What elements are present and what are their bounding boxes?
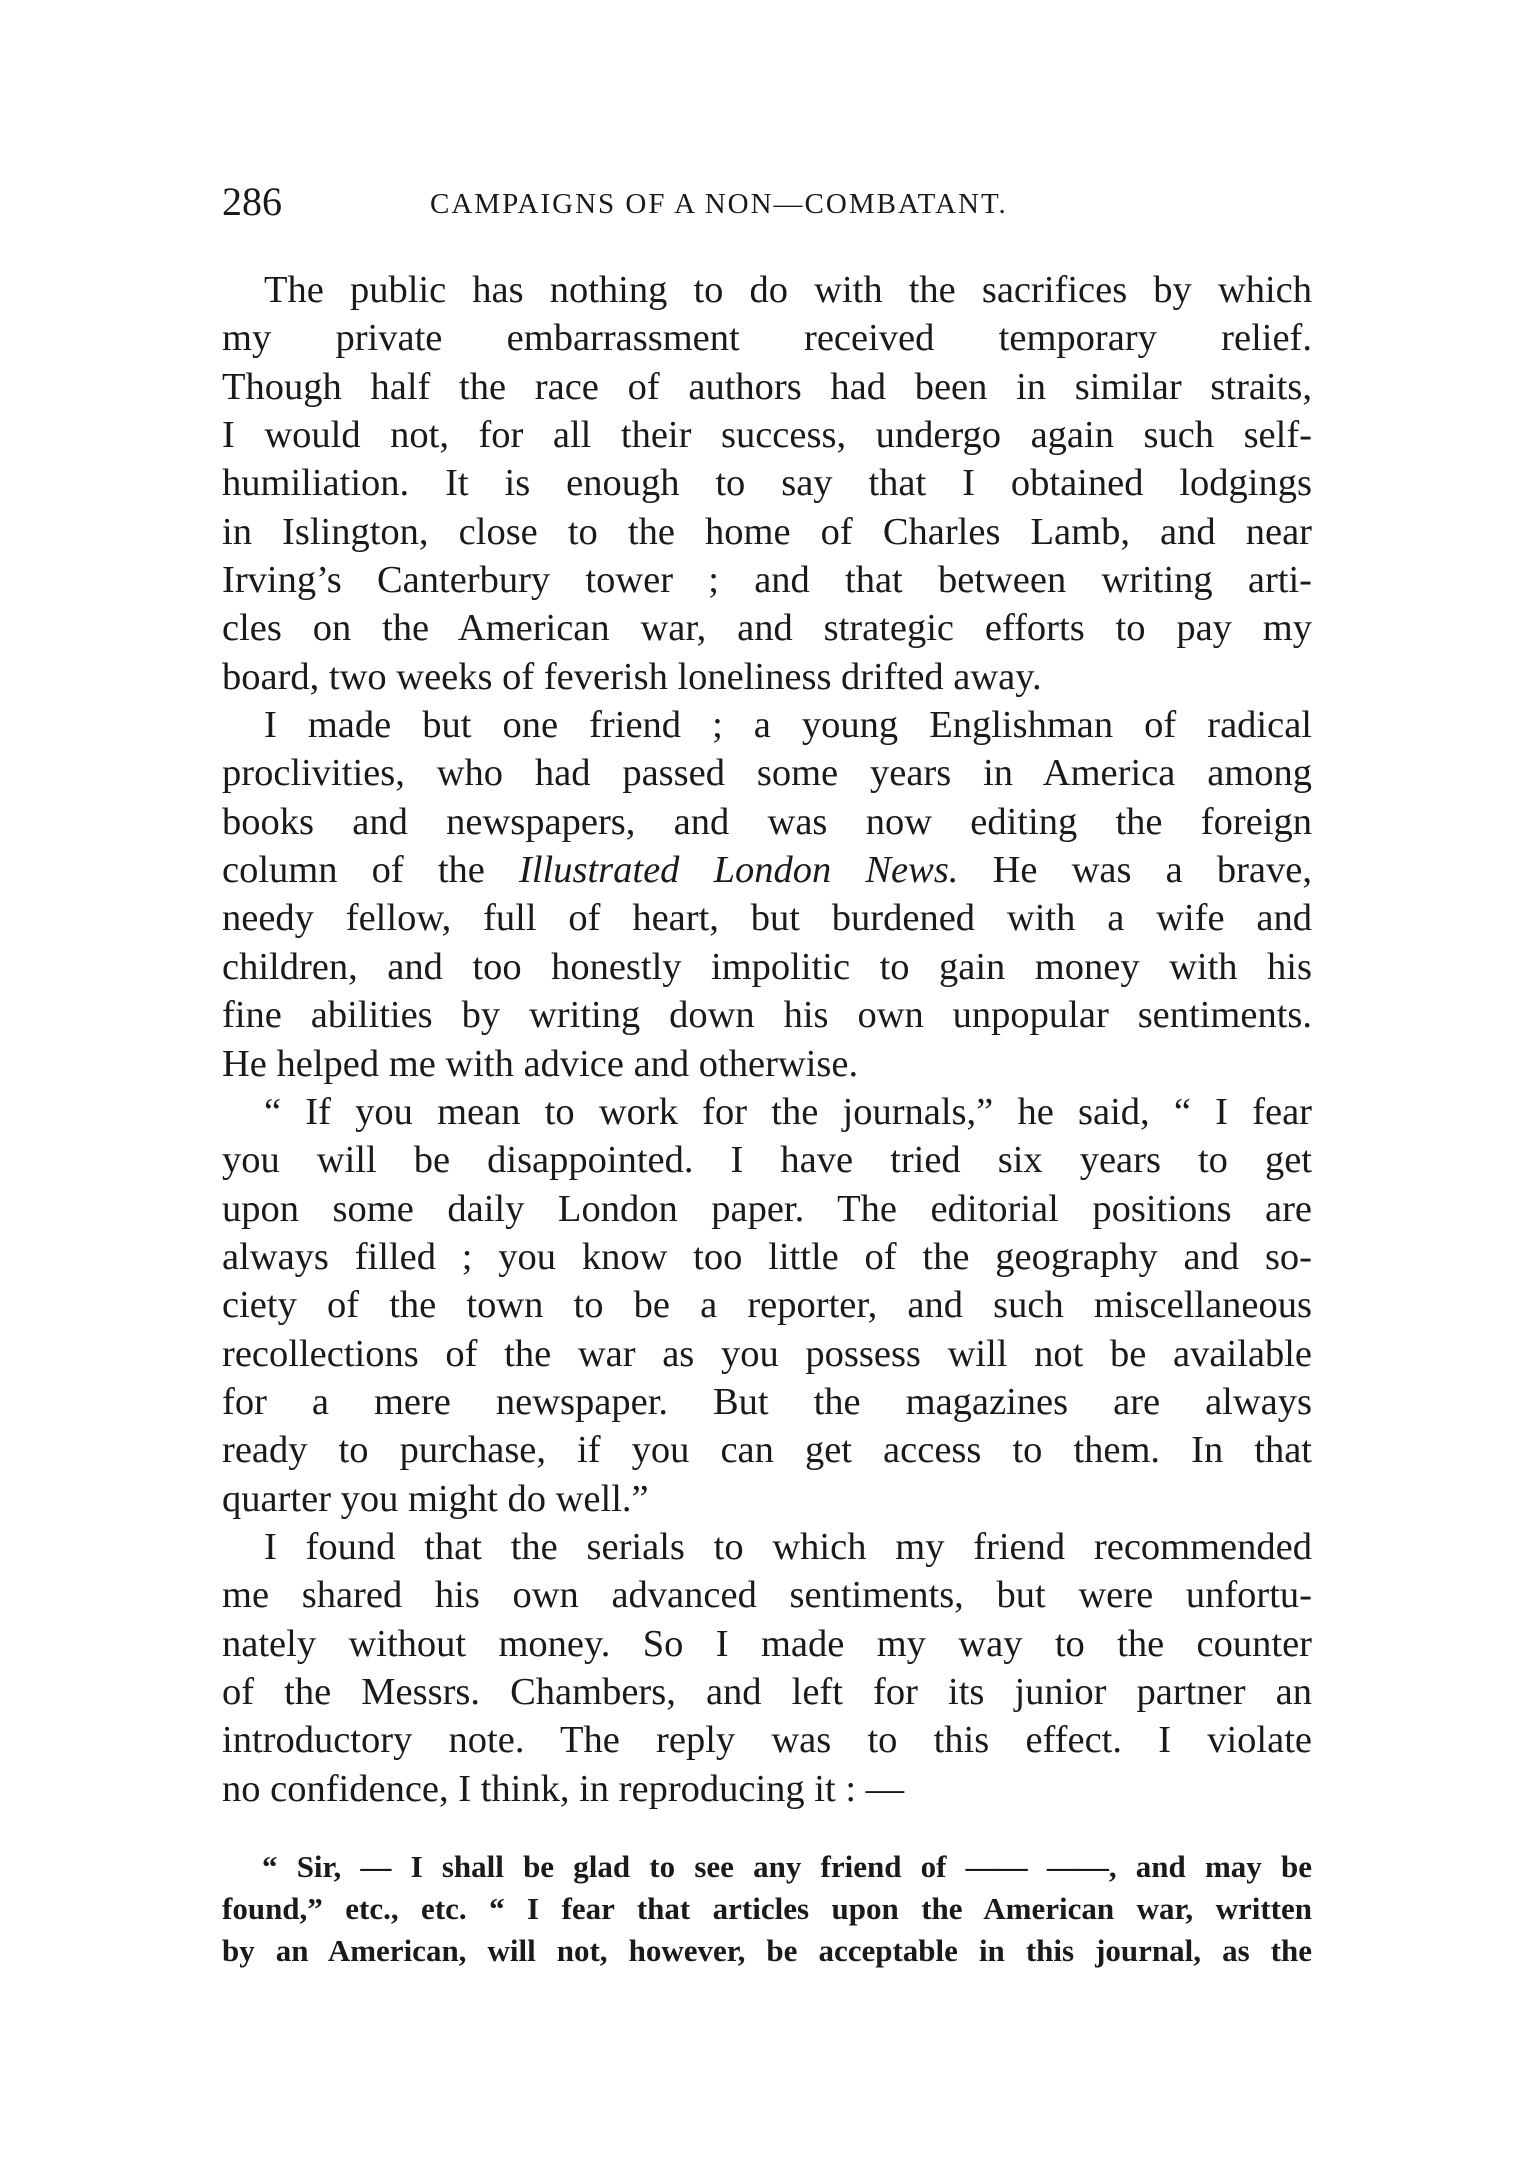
text-line: books and newspapers, and was now editing the foreign <box>222 800 1312 843</box>
footnote-line: by an American, will not, however, be acceptable in this journal, as the <box>222 1933 1312 1968</box>
paragraph-1 <box>222 266 1312 701</box>
text-line: “ If you mean to work for the journals,” he said, “ I fear <box>264 1090 1312 1133</box>
italic-journal-title: Illustrated London News. <box>519 849 959 892</box>
body-text <box>222 266 1312 1813</box>
text-line: of the Messrs. Chambers, and left for its junior partner an <box>222 1670 1312 1713</box>
text-line: proclivities, who had passed some years in America among <box>222 752 1312 795</box>
text-line: you will be disappointed. I have tried six years to get <box>222 1139 1312 1182</box>
text-line: nately without money. So I made my way to the counter <box>222 1622 1312 1665</box>
text-line: always filled ; you know too little of the geography and so- <box>222 1235 1312 1278</box>
text-line: cles on the American war, and strategic efforts to pay my <box>222 607 1312 650</box>
text-line: humiliation. It is enough to say that I obtained lodgings <box>222 462 1312 505</box>
running-title: CAMPAIGNS OF A NON—COMBATANT. <box>430 188 1008 220</box>
text-line: upon some daily London paper. The editorial positions are <box>222 1187 1312 1230</box>
text-line: needy fellow, full of heart, but burdened with a wife and <box>222 897 1312 940</box>
text-line: quarter you might do well.” <box>222 1477 649 1520</box>
text-line: I would not, for all their success, undergo again such self- <box>222 414 1312 457</box>
text-line <box>222 846 1312 894</box>
page-number: 286 <box>222 179 282 224</box>
text-line: The public has nothing to do with the sacrifices by which <box>264 269 1312 311</box>
text-line: recollections of the war as you possess will not be available <box>222 1332 1312 1375</box>
text-line: introductory note. The reply was to this effect. I violate <box>222 1719 1312 1762</box>
footnote-line: found,” etc., etc. “ I fear that articles upon the American war, written <box>222 1891 1312 1926</box>
text-line: in Islington, close to the home of Charles Lamb, and near <box>222 510 1312 553</box>
paragraph-3 <box>222 1088 1312 1523</box>
text-line: me shared his own advanced sentiments, but were unfortu- <box>222 1574 1312 1617</box>
text-line: fine abilities by writing down his own unpopular sentiments. <box>222 994 1312 1037</box>
running-head <box>222 178 1312 226</box>
text-line: no confidence, I think, in reproducing it : — <box>222 1767 905 1810</box>
text-line: my private embarrassment received temporary relief. <box>222 317 1312 360</box>
text-line: for a mere newspaper. But the magazines are always <box>222 1380 1312 1423</box>
footnote-line: “ Sir, — I shall be glad to see any friend of —— ——, and may be <box>262 1849 1312 1884</box>
text-line: Though half the race of authors had been in similar straits, <box>222 365 1312 408</box>
quoted-letter <box>222 1846 1312 1972</box>
text-line: children, and too honestly impolitic to gain money with his <box>222 945 1312 988</box>
text-line: ready to purchase, if you can get access to them. In that <box>222 1429 1312 1472</box>
paragraph-2 <box>222 701 1312 1088</box>
text-line: I made but one friend ; a young Englishman of radical <box>264 704 1312 747</box>
text-line: Irving’s Canterbury tower ; and that between writing arti- <box>222 559 1312 602</box>
text-line: I found that the serials to which my friend recommended <box>264 1525 1312 1568</box>
text-line: board, two weeks of feverish loneliness drifted away. <box>222 655 1042 698</box>
text-line: ciety of the town to be a reporter, and such miscellaneous <box>222 1284 1312 1327</box>
text-segment: column of the <box>222 849 520 892</box>
text-line: He helped me with advice and otherwise. <box>222 1042 859 1085</box>
text-segment: He was a brave, <box>958 849 1312 892</box>
paragraph-4 <box>222 1523 1312 1813</box>
